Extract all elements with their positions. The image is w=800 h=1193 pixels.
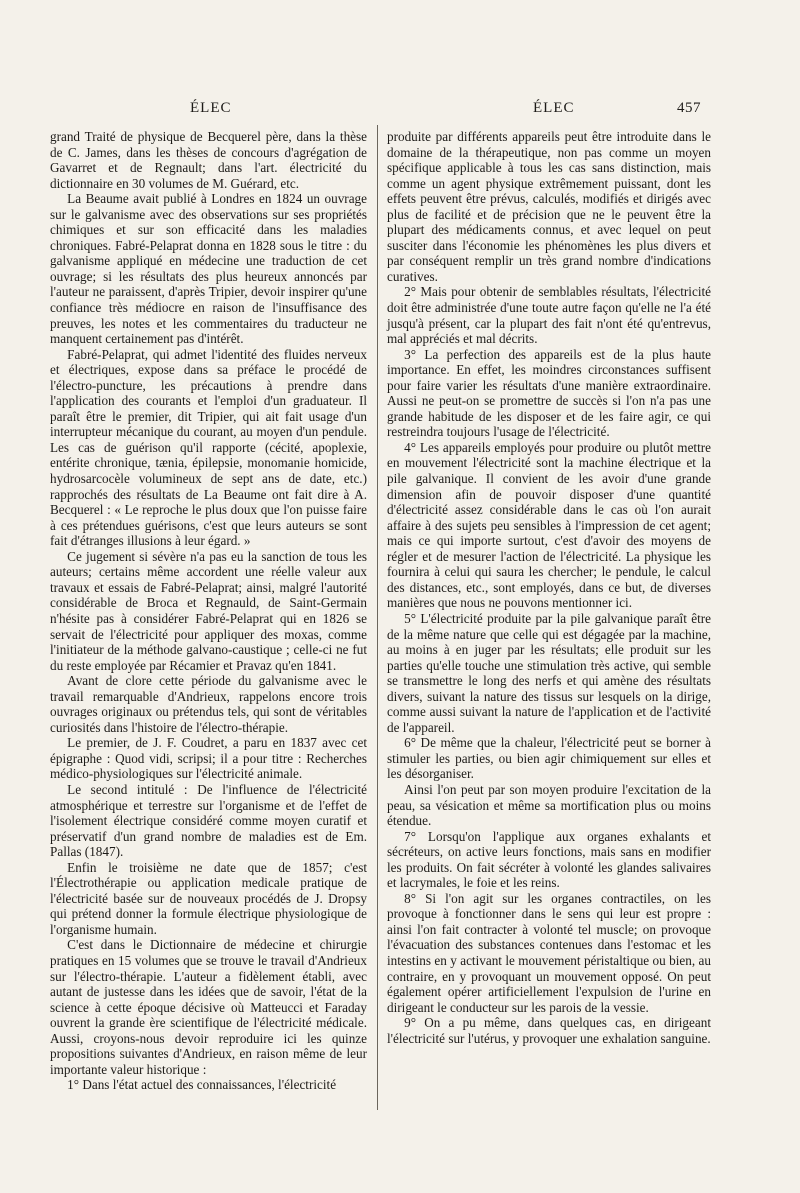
paragraph: produite par différents appareils peut être introduite dans le domaine de la thérapeutique, non pas comme un moyen spécifique applicable à tous les cas sans distinction, mais comme un agent physique extrêmement puissant, dont les effets peuvent être prévus, calculés, modifiés et dirigés avec plus de facilité et de précision que ne le peuvent être la plupart des médicaments connus, et avec lequel on peut susciter dans l'économie les phénomènes les plus divers et par conséquent remplir un très grand nombre d'indications curatives. [387, 129, 711, 284]
paragraph: Le second intitulé : De l'influence de l'électricité atmosphérique et terrestre sur l'organisme et de l'effet de l'isolement électrique considéré comme moyen curatif et préservatif d'un grand nombre de maladies est de Em. Pallas (1847). [50, 781, 367, 860]
paragraph: 5° L'électricité produite par la pile galvanique paraît être de la même nature que celle qui est dégagée par la machine, au moins à en juger par les résultats; elle produit sur les parties qu'elle touche une stimulation très active, qui semble se transmettre le long des nerfs et qui amène des résultats divers, suivant la nature des tissus sur lesquels on la dirige, comme aussi suivant la nature de l'application et de l'activité de l'appareil. [387, 610, 711, 735]
column-divider [377, 125, 378, 1110]
paragraph: C'est dans le Dictionnaire de médecine et chirurgie pratiques en 15 volumes que se trouve le travail d'Andrieux sur l'électro-thérapie. L'auteur a fidèlement établi, avec autant de justesse dans les idées que de savoir, l'état de la science à cette époque décisive où Matteucci et Faraday ouvrent la grande ère scientifique de l'électricité médicale. Aussi, croyons-nous devoir reproduire ici les quinze propositions suivantes d'Andrieux, en raison même de leur importante valeur historique : [50, 937, 367, 1077]
paragraph: Ce jugement si sévère n'a pas eu la sanction de tous les auteurs; certains même accordent une réelle valeur aux travaux et essais de Fabré-Pelaprat; ainsi, malgré l'autorité considérable de Broca et Regnauld, de Saint-Germain n'hésite pas à considérer Fabré-Pelaprat qui en 1826 se servait de l'électricité pour appliquer des moxas, comme l'initiateur de la méthode galvano-caustique ; celle-ci ne fut du reste employée par Récamier et Pravaz qu'en 1841. [50, 548, 367, 673]
paragraph: 9° On a pu même, dans quelques cas, en dirigeant l'électricité sur l'utérus, y provoquer une exhalation sanguine. [387, 1015, 711, 1046]
paragraph: 1° Dans l'état actuel des connaissances, l'électricité [67, 1077, 337, 1093]
page-number: 457 [677, 100, 701, 116]
paragraph: Fabré-Pelaprat, qui admet l'identité des fluides nerveux et électriques, expose dans sa préface le procédé de l'électro-puncture, les précautions à prendre dans l'application des courants et l'emploi d'un graduateur. Il paraît être le premier, dit Tripier, qui ait fait usage d'un interrupteur mécanique du courant, au moyen d'un pendule. Les cas de guérison qu'il rapporte (cécité, apoplexie, entérite chronique, tænia, épilepsie, monomanie homicide, hydrosarcocèle volumineux de sept ans de date, etc.) rapprochés des résultats de La Beaume ont fait dire à A. Becquerel : « Le reproche le plus doux que l'on puisse faire à ces prétendues guérisons, c'est que leurs auteurs se sont fait d'étranges illusions à leur égard. » [50, 346, 367, 549]
paragraph: Enfin le troisième ne date que de 1857; c'est l'Électrothérapie ou application medicale pratique de l'électricité basée sur de nouveaux procédés de J. Dropsy qui prétend donner la formule électrique physiologique de l'organisme humain. [50, 859, 367, 937]
running-head-right: ÉLEC [533, 100, 575, 116]
paragraph: Avant de clore cette période du galvanisme avec le travail remarquable d'Andrieux, rappelons encore trois ouvrages originaux ou prétendus tels, qui sont de véritables curiosités dans l'histoire de l'électro-thérapie. [50, 673, 367, 735]
paragraph: La Beaume avait publié à Londres en 1824 un ouvrage sur le galvanisme avec des observations sur ses propriétés chimiques et sur son efficacité dans les maladies chroniques. Fabré-Pelaprat donna en 1828 sous le titre : du galvanisme appliqué en médecine une traduction de cet ouvrage; si les résultats des plus heureux annoncés par l'auteur ne paraissent, d'après Tripier, devoir inspirer qu'une confiance très médiocre en raison de l'insuffisance des preuves, les notes et les commentaires du traducteur ne manquent certainement pas d'intérêt. [50, 191, 367, 347]
left-column [50, 129, 367, 1093]
paragraph: 2° Mais pour obtenir de semblables résultats, l'électricité doit être administrée d'une toute autre façon qu'elle ne l'a été jusqu'à présent, car la plupart des fait n'ont été qu'entrevus, mal appréciés et mal décrits. [387, 284, 711, 347]
paragraph: grand Traité de physique de Becquerel père, dans la thèse de C. James, dans les thèses de concours d'agrégation de Gavarret et de Regnault; dans l'art. électricité du dictionnaire en 30 volumes de M. Guérard, etc. [50, 129, 367, 191]
paragraph: 3° La perfection des appareils est de la plus haute importance. En effet, les moindres circonstances suffisent pour faire varier les résultats d'une manière extraordinaire. Aussi ne peut-on se promettre de succès si l'on n'a pas une grande habitude de les disposer et de les faire agir, ce qui restreindra toujours l'usage de l'électricité. [387, 346, 711, 440]
paragraph: 7° Lorsqu'on l'applique aux organes exhalants et sécréteurs, on active leurs fonctions, mais sans en modifier les produits. On fait sécréter à volonté les glandes salivaires et lacrymales, le foie et les reins. [387, 828, 711, 891]
paragraph: Ainsi l'on peut par son moyen produire l'excitation de la peau, sa vésication et même sa mortification plus ou moins étendue. [387, 781, 711, 829]
right-column [387, 129, 711, 1046]
paragraph: 4° Les appareils employés pour produire ou plutôt mettre en mouvement l'électricité sont la machine électrique et la pile galvanique. Il convient de les avoir d'une grande dimension afin de pouvoir disposer d'une quantité d'électricité assez considérable dans le cas où l'on aurait affaire à des sujets peu sensibles à l'impression de cet agent; mais ce qui importe surtout, c'est d'avoir des moyens de régler et de mesurer l'action de l'électricité. La physique les fournira à celui qui saura les chercher; le pendule, le calcul des distances, etc., sont employés, dans ce but, de diverses manières que nous ne pouvons mentionner ici. [387, 439, 711, 611]
paragraph: 8° Si l'on agit sur les organes contractiles, on les provoque à fonctionner dans le sens qui leur est propre : ainsi l'on fait contracter à volonté tel muscle; on provoque l'évacuation des substances contenues dans l'estomac et les intestins en y activant le mouvement péristaltique ou bien, au contraire, en y provoquant un mouvement opposé. On peut également opérer artificiellement l'expulsion de l'urine en dirigeant le conducteur sur les parois de la vessie. [387, 890, 711, 1015]
paragraph: Le premier, de J. F. Coudret, a paru en 1837 avec cet épigraphe : Quod vidi, scripsi; il a pour titre : Recherches médico-physiologiques sur l'électricité animale. [50, 735, 367, 782]
paragraph: 6° De même que la chaleur, l'électricité peut se borner à stimuler les parties, ou bien agir chimiquement sur elles et les désorganiser. [387, 735, 711, 782]
running-head-left: ÉLEC [190, 100, 232, 116]
